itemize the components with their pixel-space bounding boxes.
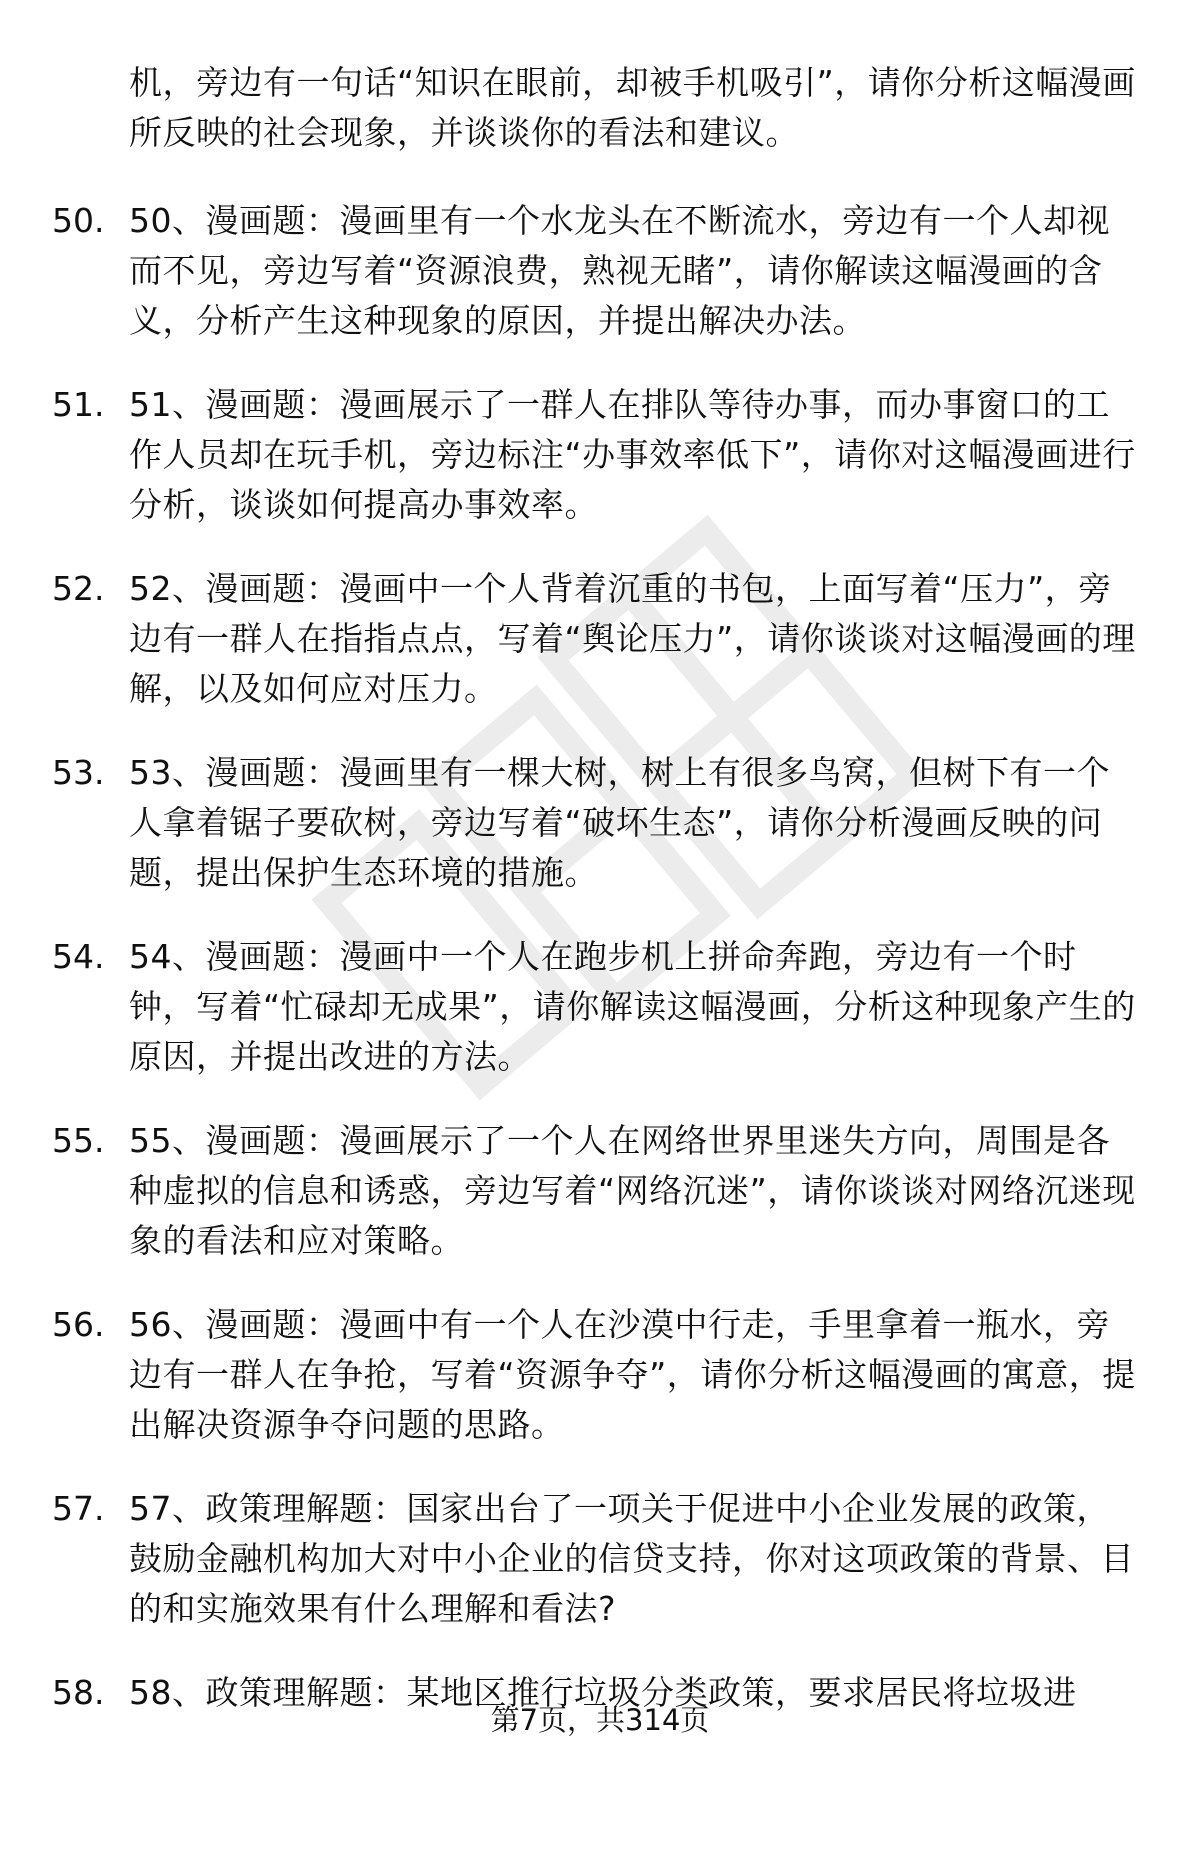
question-text: 52、漫画题：漫画中一个人背着沉重的书包，上面写着“压力”，旁边有一群人在指指点点，写着“舆论压力”，请你谈谈对这幅漫画的理解，以及如何应对压力。 <box>129 569 1136 708</box>
question-number: 58. <box>52 1673 105 1712</box>
question-number: 51. <box>52 385 105 424</box>
question-item <box>0 1668 1200 1852</box>
question-text: 58、政策理解题：某地区推行垃圾分类政策，要求居民将垃圾进 <box>129 1673 1077 1712</box>
question-number: 53. <box>52 753 105 792</box>
question-number: 54. <box>52 937 105 976</box>
question-text: 55、漫画题：漫画展示了一个人在网络世界里迷失方向，周围是各种虚拟的信息和诱惑，旁边写着“网络沉迷”，请你谈谈对网络沉迷现象的看法和应对策略。 <box>129 1121 1136 1260</box>
question-number: 56. <box>52 1305 105 1344</box>
question-number: 50. <box>52 201 105 240</box>
question-item <box>0 564 1200 748</box>
question-number: 57. <box>52 1489 105 1528</box>
question-item <box>0 932 1200 1116</box>
question-text: 57、政策理解题：国家出台了一项关于促进中小企业发展的政策，鼓励金融机构加大对中小企业的信贷支持，你对这项政策的背景、目的和实施效果有什么理解和看法? <box>129 1489 1134 1628</box>
question-item <box>0 1116 1200 1300</box>
question-text: 54、漫画题：漫画中一个人在跑步机上拼命奔跑，旁边有一个时钟，写着“忙碌却无成果”，请你解读这幅漫画，分析这种现象产生的原因，并提出改进的方法。 <box>129 937 1136 1076</box>
question-text: 53、漫画题：漫画里有一棵大树，树上有很多鸟窝，但树下有一个人拿着锯子要砍树，旁边写着“破坏生态”，请你分析漫画反映的问题，提出保护生态环境的措施。 <box>129 753 1110 892</box>
question-text: 51、漫画题：漫画展示了一群人在排队等待办事，而办事窗口的工作人员却在玩手机，旁边标注“办事效率低下”，请你对这幅漫画进行分析，谈谈如何提高办事效率。 <box>129 385 1136 524</box>
question-list <box>0 196 1200 1852</box>
question-item <box>0 1484 1200 1668</box>
question-item <box>0 196 1200 380</box>
question-item <box>0 380 1200 564</box>
continued-question-text: 机，旁边有一句话“知识在眼前，却被手机吸引”，请你分析这幅漫画所反映的社会现象，并谈谈你的看法和建议。 <box>129 63 1136 152</box>
question-item <box>0 1300 1200 1484</box>
question-number: 55. <box>52 1121 105 1160</box>
question-number: 52. <box>52 569 105 608</box>
question-item <box>0 748 1200 932</box>
question-text: 56、漫画题：漫画中有一个人在沙漠中行走，手里拿着一瓶水，旁边有一群人在争抢，写着“资源争夺”，请你分析这幅漫画的寓意，提出解决资源争夺问题的思路。 <box>129 1305 1136 1444</box>
page-number-footer: 第7页，共314页 <box>490 1703 710 1737</box>
question-text: 50、漫画题：漫画里有一个水龙头在不断流水，旁边有一个人却视而不见，旁边写着“资源浪费，熟视无睹”，请你解读这幅漫画的含义，分析产生这种现象的原因，并提出解决办法。 <box>129 201 1110 340</box>
